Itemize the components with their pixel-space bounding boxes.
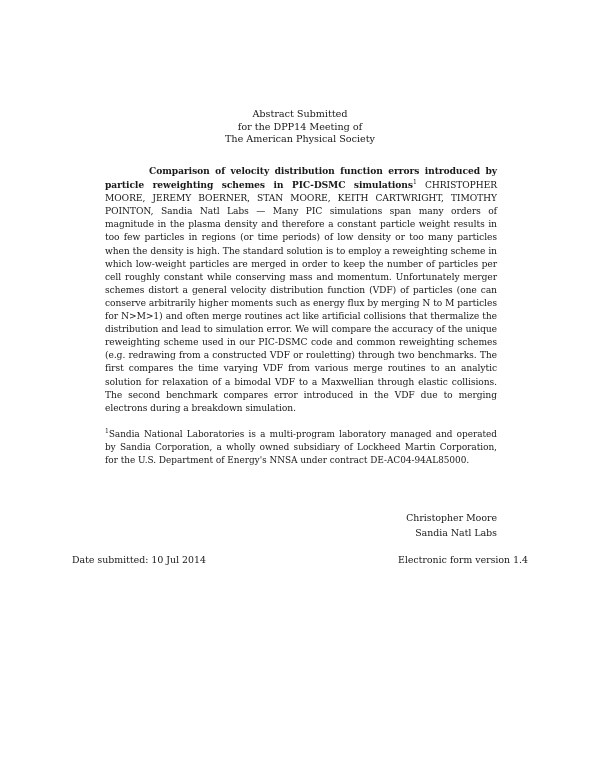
footnote-mark: 1 (105, 428, 109, 435)
abstract-title: Comparison of velocity distribution function errors introduced by particle reweighting schemes in PIC-DSMC simulations (105, 166, 497, 192)
signature-affiliation: Sandia Natl Labs (415, 527, 497, 539)
abstract-body: Many PIC simulations span many orders of magnitude in the plasma density and therefore a constant particle weight results in too few particles in regions (or time periods) of low density or too many particles when the density is high. The standard solution is to employ a reweighting scheme in which low-weight particles are merged in order to keep the number of particles per cell roughly constant while conserving mass and momentum. Unfortunately merger schemes distort a general velocity distribution function (VDF) of particles (one can conserve arbitrarily higher moments such as energy flux by merging N to M particles for N>M>1) and often merge routines act like artificial collisions that thermalize the distribution and lead to simulation error. We will compare the accuracy of the unique reweighting scheme used in our PIC-DSMC code and common reweighting schemes (e.g. redrawing from a constructed VDF or rouletting) through two benchmarks. The first compares the time varying VDF from various merge routines to an analytic solution for relaxation of a bimodal VDF to a Maxwellian through elastic collisions. The second benchmark compares error introduced in the VDF due to merging electrons during a breakdown simulation. (105, 207, 497, 414)
footnote (105, 429, 497, 468)
author-separator: — (248, 207, 273, 218)
header-line-abstract-submitted: Abstract Submitted (252, 109, 348, 120)
signature-name: Christopher Moore (406, 513, 497, 524)
header-line-meeting: for the DPP14 Meeting of (237, 121, 363, 133)
abstract-authors: CHRISTOPHER MOORE, JEREMY BOERNER, STAN MOORE, KEITH CARTWRIGHT, TIMOTHY POINTON, Sandia Natl Labs (105, 181, 497, 218)
form-version: Electronic form version 1.4 (398, 555, 528, 566)
title-footnote-mark: 1 (412, 179, 417, 187)
date-submitted: Date submitted: 10 Jul 2014 (72, 555, 206, 566)
signature-block (406, 512, 497, 541)
submission-header (0, 109, 600, 147)
abstract-paragraph (105, 165, 497, 416)
footnote-text: Sandia National Laboratories is a multi-program laboratory managed and operated by Sandia Corporation, a wholly owned subsidiary of Lockheed Martin Corporation, for the U.S. Department of Energy's NNSA under contract DE-AC04-94AL85000. (105, 430, 497, 467)
header-line-society: The American Physical Society (225, 134, 375, 145)
